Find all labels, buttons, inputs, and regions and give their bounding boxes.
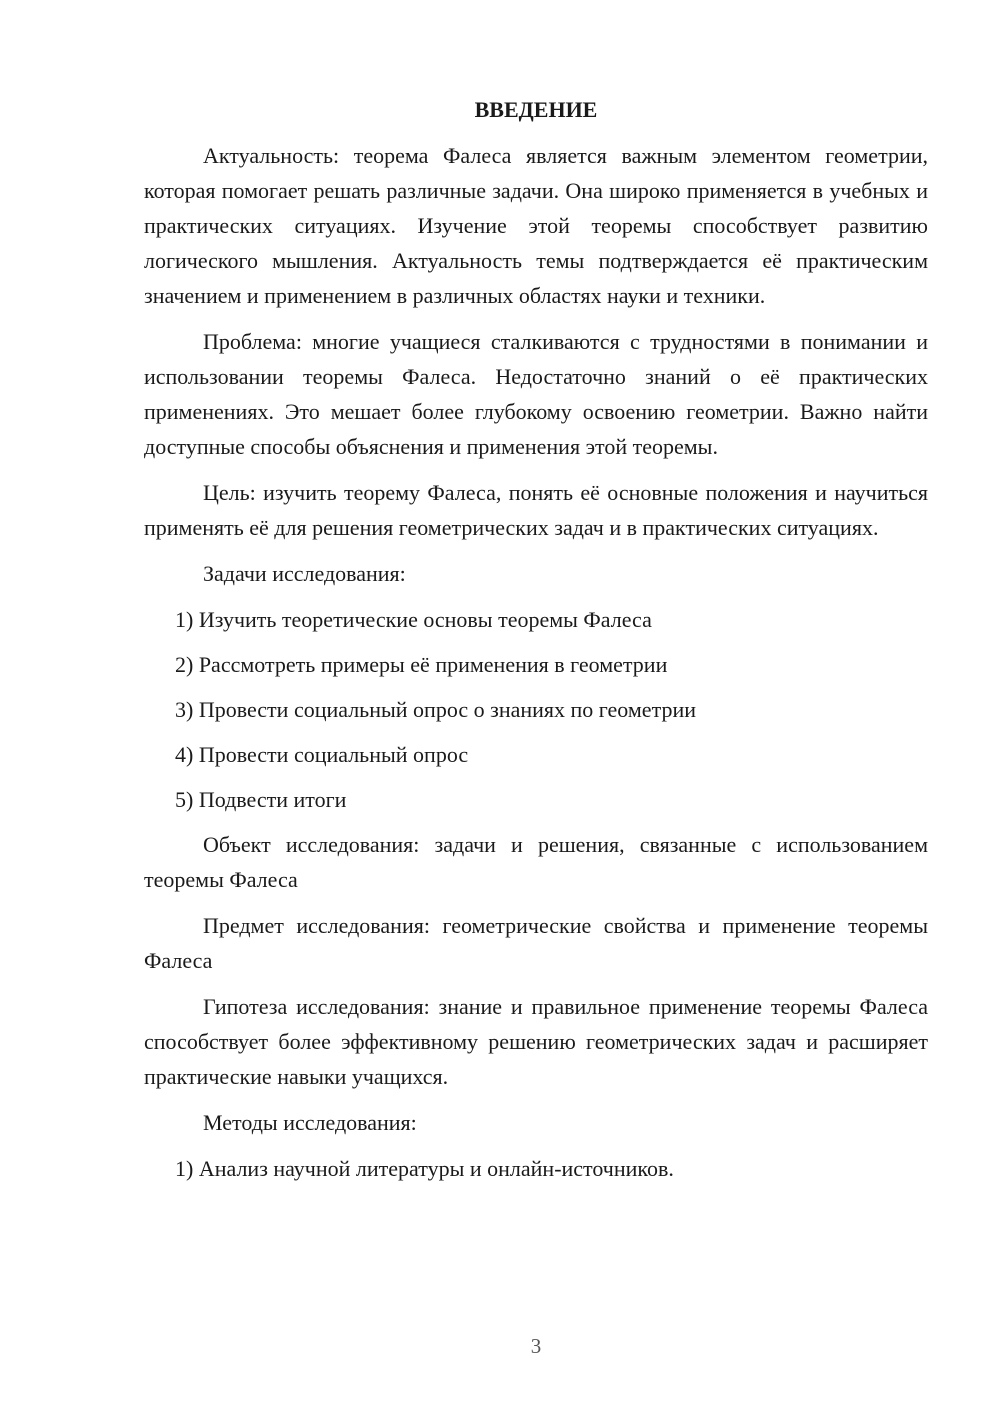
methods-label: Методы исследования: (203, 1110, 417, 1135)
problem-paragraph: Проблема: многие учащиеся сталкиваются с трудностями в понимании и использовании теоремы Фалеса. Недостаточно знаний о её практических применениях. Это мешает более глубокому освоению геометрии. Важно найти доступные способы объяснения и применения этой теоремы. (144, 329, 928, 459)
task-item: 3) Провести социальный опрос о знаниях по геометрии (175, 697, 696, 722)
subject-paragraph: Предмет исследования: геометрические свойства и применение теоремы Фалеса (144, 913, 928, 973)
task-item: 5) Подвести итоги (175, 787, 347, 812)
method-item: 1) Анализ научной литературы и онлайн-источников. (175, 1156, 674, 1181)
object-paragraph: Объект исследования: задачи и решения, связанные с использованием теоремы Фалеса (144, 832, 928, 892)
page-number: 3 (530, 1334, 542, 1358)
goal-paragraph: Цель: изучить теорему Фалеса, понять её основные положения и научиться применять её для решения геометрических задач и в практических ситуациях. (144, 480, 928, 540)
task-item: 4) Провести социальный опрос (175, 742, 469, 767)
hypothesis-paragraph: Гипотеза исследования: знание и правильное применение теоремы Фалеса способствует более эффективному решению геометрических задач и расширяет практические навыки учащихся. (144, 994, 928, 1089)
section-heading: ВВЕДЕНИЕ (474, 97, 598, 122)
tasks-label: Задачи исследования: (203, 561, 406, 586)
task-item: 2) Рассмотреть примеры её применения в геометрии (175, 652, 668, 677)
page-content (144, 92, 928, 1196)
task-item: 1) Изучить теоретические основы теоремы Фалеса (175, 607, 652, 632)
relevance-paragraph: Актуальность: теорема Фалеса является важным элементом геометрии, которая помогает решать различные задачи. Она широко применяется в учебных и практических ситуациях. Изучение этой теоремы способствует развитию логического мышления. Актуальность темы подтверждается её практическим значением и применением в различных областях науки и техники. (144, 143, 928, 308)
